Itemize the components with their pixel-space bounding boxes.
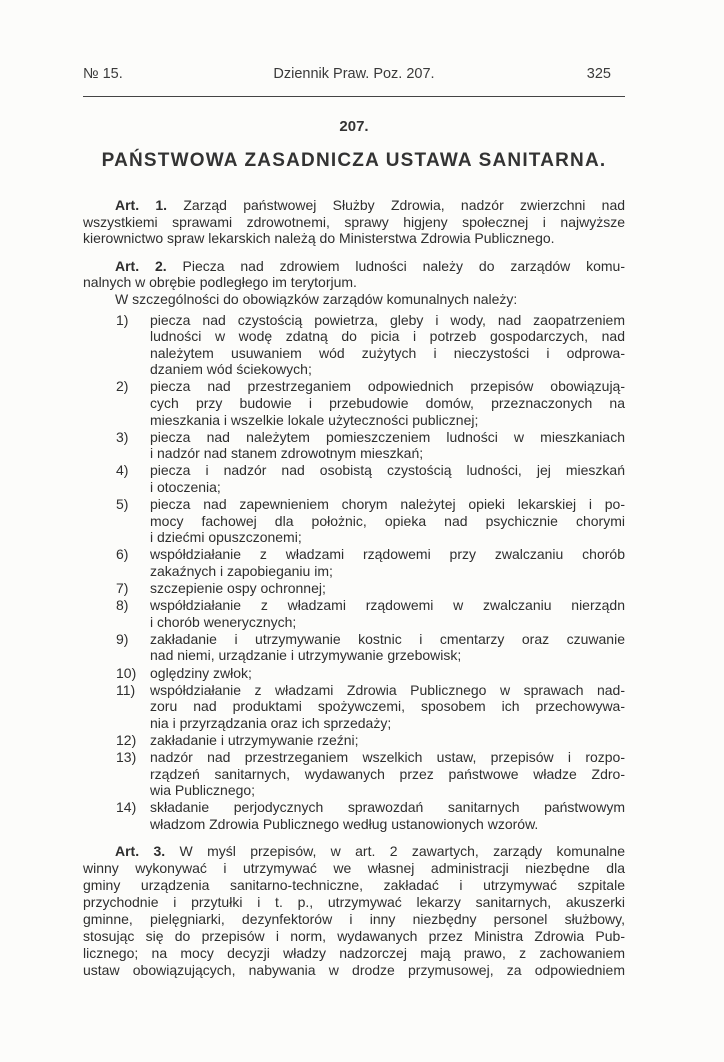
item-number: 13)	[116, 749, 137, 765]
list-item	[83, 496, 625, 546]
text-line: piecza nad przestrzeganiem odpowiednich przepisów obowiązują-	[150, 378, 625, 395]
article-intro: W szczególności do obowiązków zarządów komunalnych należy:	[115, 290, 518, 307]
list-item	[83, 682, 625, 732]
text-line: piecza nad czystością powietrza, gleby i wody, nad zaopatrzeniem	[150, 311, 625, 328]
list-item	[83, 597, 625, 630]
list-item	[83, 799, 625, 832]
text-line: władzom Zdrowia Publicznego według ustanowionych wzorów.	[150, 815, 539, 832]
item-number: 1)	[116, 311, 129, 328]
text-line: dzaniem wód ściekowych;	[150, 361, 312, 378]
item-number: 8)	[116, 597, 129, 614]
list-item	[83, 546, 625, 579]
list-item	[83, 312, 625, 378]
item-number: 2)	[116, 378, 129, 395]
text-line: piecza i nadzór nad osobistą czystością ludności, jej mieszkań	[150, 462, 625, 479]
text-line: mieszkania i wszelkie lokale użyteczności publicznej;	[150, 411, 479, 428]
text-line: składanie perjodycznych sprawozdań sanitarnych państwowym	[150, 799, 625, 816]
text-line: i nadzór nad stanem zdrowotnym mieszkań;	[150, 445, 424, 462]
text-line: i otoczenia;	[150, 479, 221, 495]
text-line: cych przy budowie i przebudowie domów, przeznaczonych na	[150, 395, 625, 412]
text-line: licznego; na mocy decyzji władzy nadzorczej mają prawo, z zachowaniem	[83, 945, 625, 962]
text-line: gminy urządzenia sanitarno-techniczne, zakładać i utrzymywać szpitale	[83, 877, 625, 894]
text-line: zakaźnych i zapobieganiu im;	[150, 562, 333, 579]
text-line: i chorób wenerycznych;	[150, 613, 297, 630]
text-line: zakładanie i utrzymywanie rzeźni;	[150, 731, 359, 748]
item-number: 12)	[116, 731, 137, 748]
article-label: Art. 2.	[115, 257, 167, 274]
text-line: przychodnie i przytułki i t. p., utrzymywać lekarzy sanitarnych, akuszerki	[83, 894, 625, 911]
text-line: współdziałanie z władzami Zdrowia Publicznego w sprawach nad-	[150, 681, 625, 698]
text-line: winny wykonywać i utrzymywać we własnej administracji niezbędne dla	[83, 860, 625, 877]
article-line	[83, 843, 625, 860]
page-number: 325	[586, 66, 611, 82]
issue-number: № 15.	[83, 66, 123, 82]
text-line: szczepienie ospy ochronnej;	[150, 580, 326, 597]
text-line: oględziny zwłok;	[150, 664, 252, 681]
article-3	[83, 843, 625, 979]
article-1	[83, 197, 625, 247]
list-item	[83, 665, 625, 682]
text-line: wszystkiemi sprawami zdrowotnemi, sprawy higjeny społecznej i najwyższe	[83, 213, 625, 230]
text-line: współdziałanie z władzami rządowemi w zwalczaniu nierządn	[150, 597, 625, 614]
article-label: Art. 3.	[115, 843, 166, 860]
header-rule	[83, 96, 625, 97]
article-2	[83, 258, 625, 308]
article-line	[83, 258, 625, 275]
item-list	[83, 312, 625, 833]
list-item	[83, 732, 625, 749]
article-text: Piecza nad zdrowiem ludności należy do zarządów komu-	[182, 257, 626, 274]
text-line: nadzór nad przestrzeganiem wszelkich ustaw, przepisów i rozpo-	[150, 749, 625, 765]
journal-title: Dziennik Praw. Poz. 207.	[273, 66, 435, 82]
text-line: piecza nad zapewnieniem chorym należytej opieki lekarskiej i po-	[150, 496, 625, 513]
article-text: W myśl przepisów, w art. 2 zawartych, zarządy komunalne	[179, 843, 625, 860]
article-text: Zarząd państwowej Służby Zdrowia, nadzór zwierzchni nad	[183, 197, 626, 213]
text-line: stosując się do przepisów i norm, wydawanych przez Ministra Zdrowia Pub-	[83, 928, 625, 945]
text-line: wia Publicznego;	[150, 782, 256, 799]
text-line: nalnych w obrębie podległego im terytorjum.	[83, 274, 357, 291]
running-header	[83, 66, 625, 84]
text-line: nia i przyrządzania oraz ich sprzedaży;	[150, 714, 392, 731]
position-number: 207.	[339, 118, 369, 135]
item-number: 10)	[116, 664, 137, 681]
article-line	[83, 197, 625, 214]
list-item	[83, 749, 625, 799]
item-number: 7)	[116, 580, 129, 597]
text-line: należytem usuwaniem wód zużytych i nieczystości i odprowa-	[150, 344, 625, 361]
item-number: 5)	[116, 496, 129, 513]
text-line: nad niemi, urządzanie i utrzymywanie grzebowisk;	[150, 647, 462, 664]
list-item	[83, 580, 625, 597]
text-line: rządzeń sanitarnych, wydawanych przez państwowe władze Zdro-	[150, 765, 625, 782]
list-item	[83, 429, 625, 462]
item-number: 6)	[116, 546, 129, 563]
list-item	[83, 631, 625, 664]
list-item	[83, 462, 625, 495]
document-body	[83, 197, 625, 990]
article-label: Art. 1.	[115, 197, 168, 213]
text-line: i dziećmi opuszczonemi;	[150, 529, 302, 546]
item-number: 14)	[116, 799, 137, 816]
text-line: gminne, pielęgniarki, dezynfektorów i inny niezbędny personel służbowy,	[83, 911, 625, 928]
item-number: 3)	[116, 428, 129, 445]
text-line: zoru nad produktami spożywczemi, sposobem ich przechowywa-	[150, 698, 625, 715]
text-line: ludności w wodę zdatną do picia i potrzeb gospodarczych, nad	[150, 328, 625, 345]
text-line: ustaw obowiązujących, nabywania w drodze przymusowej, za odpowiedniem	[83, 962, 625, 979]
item-number: 9)	[116, 630, 129, 647]
text-line: mocy fachowej dla położnic, opieka nad psychicznie chorymi	[150, 512, 625, 529]
text-line: zakładanie i utrzymywanie kostnic i cmentarzy oraz czuwanie	[150, 630, 625, 647]
item-number: 11)	[116, 681, 136, 698]
list-item	[83, 378, 625, 428]
text-line: współdziałanie z władzami rządowemi przy zwalczaniu chorób	[150, 546, 625, 563]
item-number: 4)	[116, 462, 129, 479]
document-title: PAŃSTWOWA ZASADNICZA USTAWA SANITARNA.	[101, 150, 607, 171]
text-line: kierownictwo spraw lekarskich należą do Ministerstwa Zdrowia Publicznego.	[83, 230, 555, 247]
text-line: piecza nad należytem pomieszczeniem ludności w mieszkaniach	[150, 428, 625, 445]
